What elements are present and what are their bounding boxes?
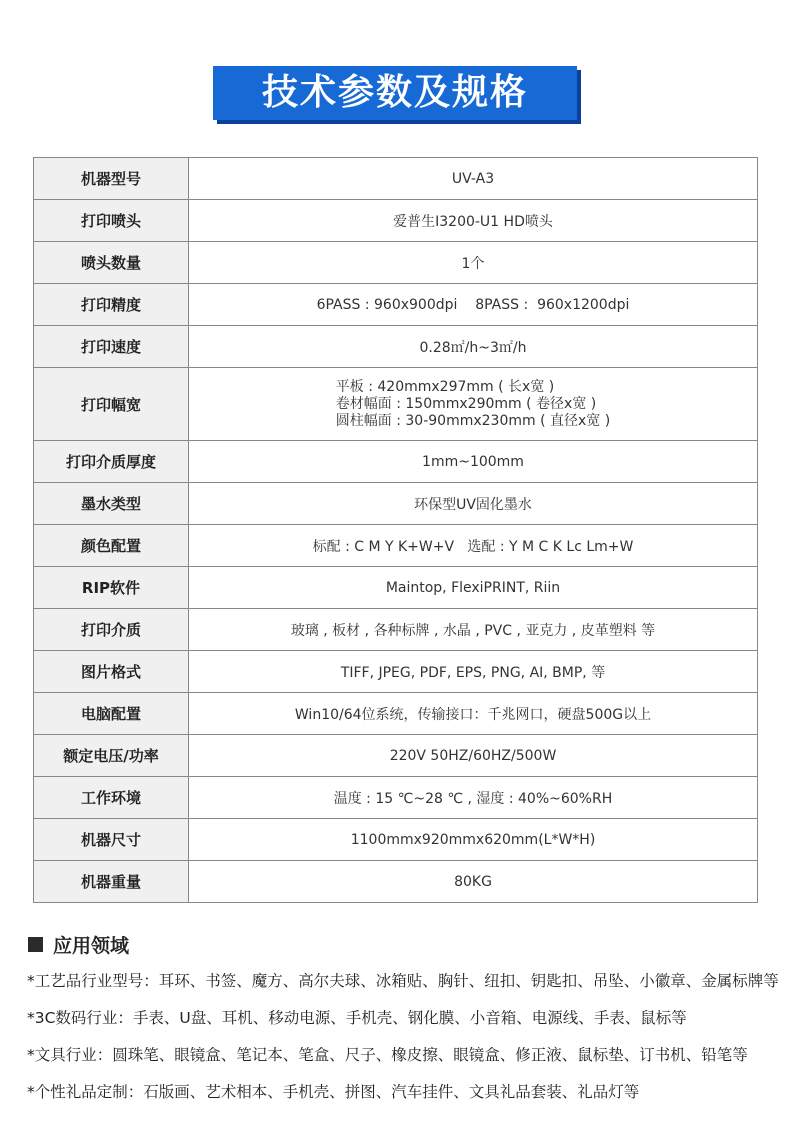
- spec-value-line: 圆柱幅面 : 30-90mmx230mm ( 直径x宽 ): [335, 412, 611, 429]
- spec-value: UV-A3: [189, 158, 758, 200]
- spec-value: 1100mmx920mmx620mm(L*W*H): [189, 819, 758, 861]
- spec-row: [34, 326, 758, 368]
- spec-row: [34, 567, 758, 609]
- spec-label: 打印介质厚度: [34, 441, 189, 483]
- spec-label: 打印幅宽: [34, 368, 189, 441]
- spec-value: 80KG: [189, 861, 758, 903]
- spec-table: [33, 157, 758, 903]
- spec-value: 0.28㎡/h~3㎡/h: [189, 326, 758, 368]
- spec-row: [34, 158, 758, 200]
- spec-value: 玻璃 , 板材 , 各种标牌 , 水晶 , PVC , 亚克力 , 皮革塑料 等: [189, 609, 758, 651]
- spec-value: 1个: [189, 242, 758, 284]
- spec-row: [34, 861, 758, 903]
- title-banner: [213, 66, 577, 120]
- spec-value-lines: [336, 379, 610, 430]
- applications-heading-text: 应用领域: [53, 935, 130, 957]
- spec-row: [34, 651, 758, 693]
- spec-value: 1mm~100mm: [189, 441, 758, 483]
- spec-value-line: 平板 : 420mmx297mm ( 长x宽 ): [335, 378, 555, 395]
- spec-value: 环保型UV固化墨水: [189, 483, 758, 525]
- spec-label: 电脑配置: [34, 693, 189, 735]
- spec-row: [34, 368, 758, 441]
- spec-label: 打印精度: [34, 284, 189, 326]
- application-item: *个性礼品定制：石版画、艺术相本、手机壳、拼图、汽车挂件、文具礼品套装、礼品灯等: [27, 1083, 640, 1101]
- spec-value: 220V 50HZ/60HZ/500W: [189, 735, 758, 777]
- spec-value: Maintop, FlexiPRINT, Riin: [189, 567, 758, 609]
- spec-value: Win10/64位系统，传输接口：千兆网口，硬盘500G以上: [189, 693, 758, 735]
- page-title: 技术参数及规格: [213, 66, 577, 120]
- square-bullet-icon: [28, 937, 43, 952]
- spec-value: 温度 : 15 ℃~28 ℃ , 湿度 : 40%~60%RH: [189, 777, 758, 819]
- spec-value-line: 卷材幅面 : 150mmx290mm ( 卷径x宽 ): [335, 395, 597, 412]
- applications-heading: [28, 931, 129, 958]
- spec-row: [34, 819, 758, 861]
- spec-row: [34, 693, 758, 735]
- spec-value: [189, 368, 758, 441]
- spec-row: [34, 483, 758, 525]
- spec-label: 打印介质: [34, 609, 189, 651]
- spec-label: 图片格式: [34, 651, 189, 693]
- spec-label: 喷头数量: [34, 242, 189, 284]
- spec-label: 墨水类型: [34, 483, 189, 525]
- spec-label: 机器型号: [34, 158, 189, 200]
- spec-row: [34, 777, 758, 819]
- spec-label: 打印喷头: [34, 200, 189, 242]
- spec-label: 额定电压/功率: [34, 735, 189, 777]
- spec-row: [34, 525, 758, 567]
- application-item: *工艺品行业型号：耳环、书签、魔方、高尔夫球、冰箱贴、胸针、纽扣、钥匙扣、吊坠、小徽章、金属标牌等: [27, 972, 779, 990]
- spec-value: 6PASS : 960x900dpi 8PASS : 960x1200dpi: [189, 284, 758, 326]
- spec-row: [34, 200, 758, 242]
- spec-row: [34, 242, 758, 284]
- application-item: *3C数码行业：手表、U盘、耳机、移动电源、手机壳、钢化膜、小音箱、电源线、手表、鼠标等: [27, 1009, 687, 1027]
- spec-label: 颜色配置: [34, 525, 189, 567]
- spec-row: [34, 284, 758, 326]
- spec-label: 工作环境: [34, 777, 189, 819]
- spec-value: TIFF, JPEG, PDF, EPS, PNG, AI, BMP, 等: [189, 651, 758, 693]
- spec-label: 打印速度: [34, 326, 189, 368]
- application-item: *文具行业：圆珠笔、眼镜盒、笔记本、笔盒、尺子、橡皮擦、眼镜盒、修正液、鼠标垫、订书机、铅笔等: [27, 1046, 748, 1064]
- spec-row: [34, 735, 758, 777]
- spec-row: [34, 609, 758, 651]
- spec-label: RIP软件: [34, 567, 189, 609]
- spec-label: 机器重量: [34, 861, 189, 903]
- spec-label: 机器尺寸: [34, 819, 189, 861]
- spec-value: 爱普生I3200-U1 HD喷头: [189, 200, 758, 242]
- spec-row: [34, 441, 758, 483]
- spec-value: 标配 : C M Y K+W+V 选配 : Y M C K Lc Lm+W: [189, 525, 758, 567]
